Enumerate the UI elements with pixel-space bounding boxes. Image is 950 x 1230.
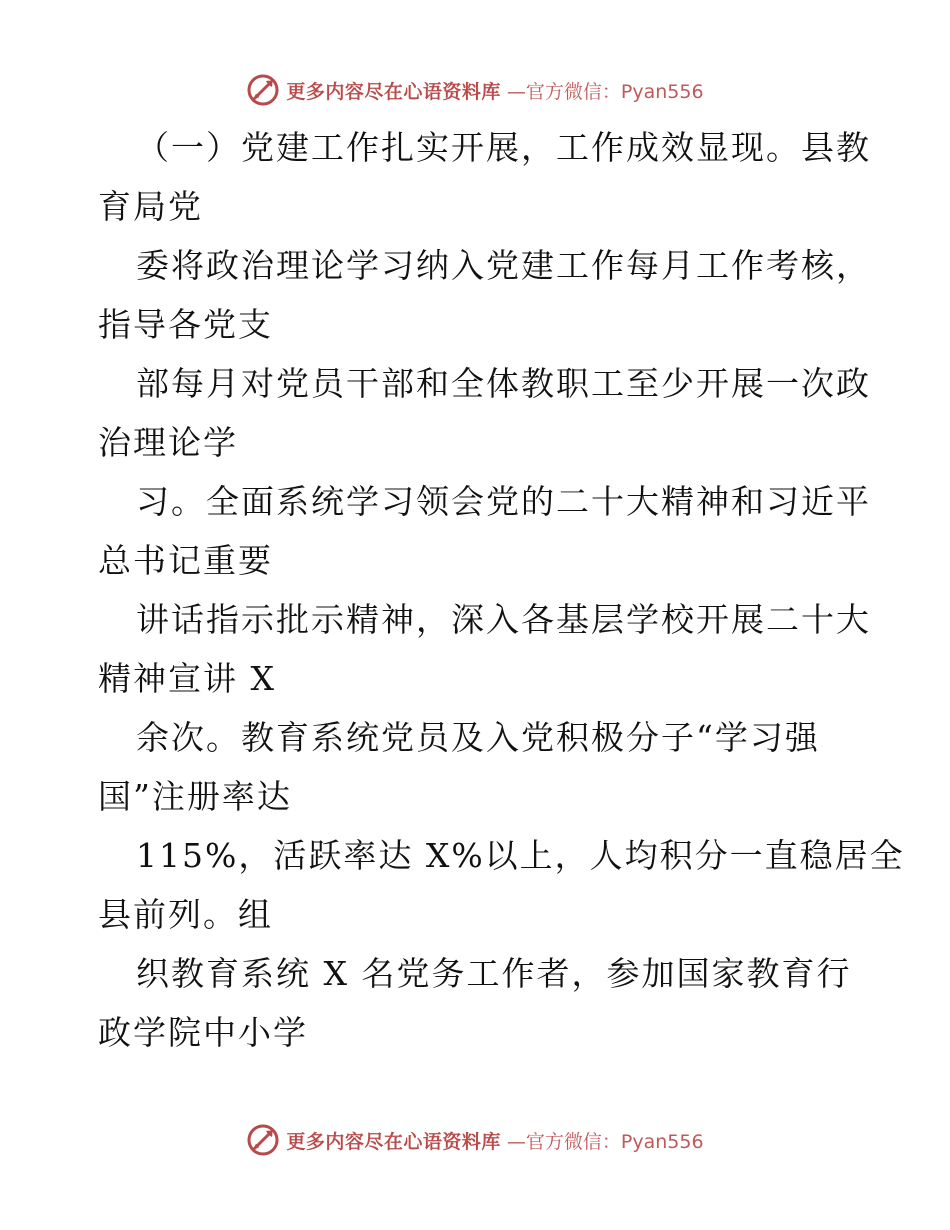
body-line: 委将政治理论学习纳入党建工作每月工作考核，	[136, 246, 871, 285]
body-line: 织教育系统 X 名党务工作者，参加国家教育行	[136, 954, 852, 993]
body-line: 育局党	[98, 187, 203, 226]
body-line: 政学院中小学	[98, 1013, 308, 1052]
body-line: 总书记重要	[98, 541, 273, 580]
body-line: 国”注册率达	[98, 777, 292, 816]
body-line: 讲话指示批示精神，深入各基层学校开展二十大	[136, 600, 871, 639]
body-line: 习。全面系统学习领会党的二十大精神和习近平	[136, 482, 871, 521]
body-line: 部每月对党员干部和全体教职工至少开展一次政	[136, 364, 871, 403]
body-line: 115%，活跃率达 X%以上，人均积分一直稳居全	[136, 836, 905, 875]
banner-brand-text: 更多内容尽在心语资料库	[286, 1130, 501, 1153]
footer-banner	[0, 1120, 950, 1160]
banner-wechat-text: —官方微信：Pyan556	[506, 80, 704, 103]
header-banner	[0, 70, 950, 110]
banner-brand-text: 更多内容尽在心语资料库	[286, 80, 501, 103]
body-line: 余次。教育系统党员及入党积极分子“学习强	[136, 718, 820, 757]
body-line: 县前列。组	[98, 895, 273, 934]
quill-pen-logo-icon	[246, 73, 280, 107]
document-body	[98, 118, 905, 1062]
body-line: 指导各党支	[98, 305, 273, 344]
quill-pen-logo-icon	[246, 1123, 280, 1157]
body-line: 精神宣讲 X	[98, 659, 276, 698]
body-line: （一）党建工作扎实开展，工作成效显现。县教	[136, 128, 871, 167]
banner-wechat-text: —官方微信：Pyan556	[506, 1130, 704, 1153]
body-line: 治理论学	[98, 423, 238, 462]
